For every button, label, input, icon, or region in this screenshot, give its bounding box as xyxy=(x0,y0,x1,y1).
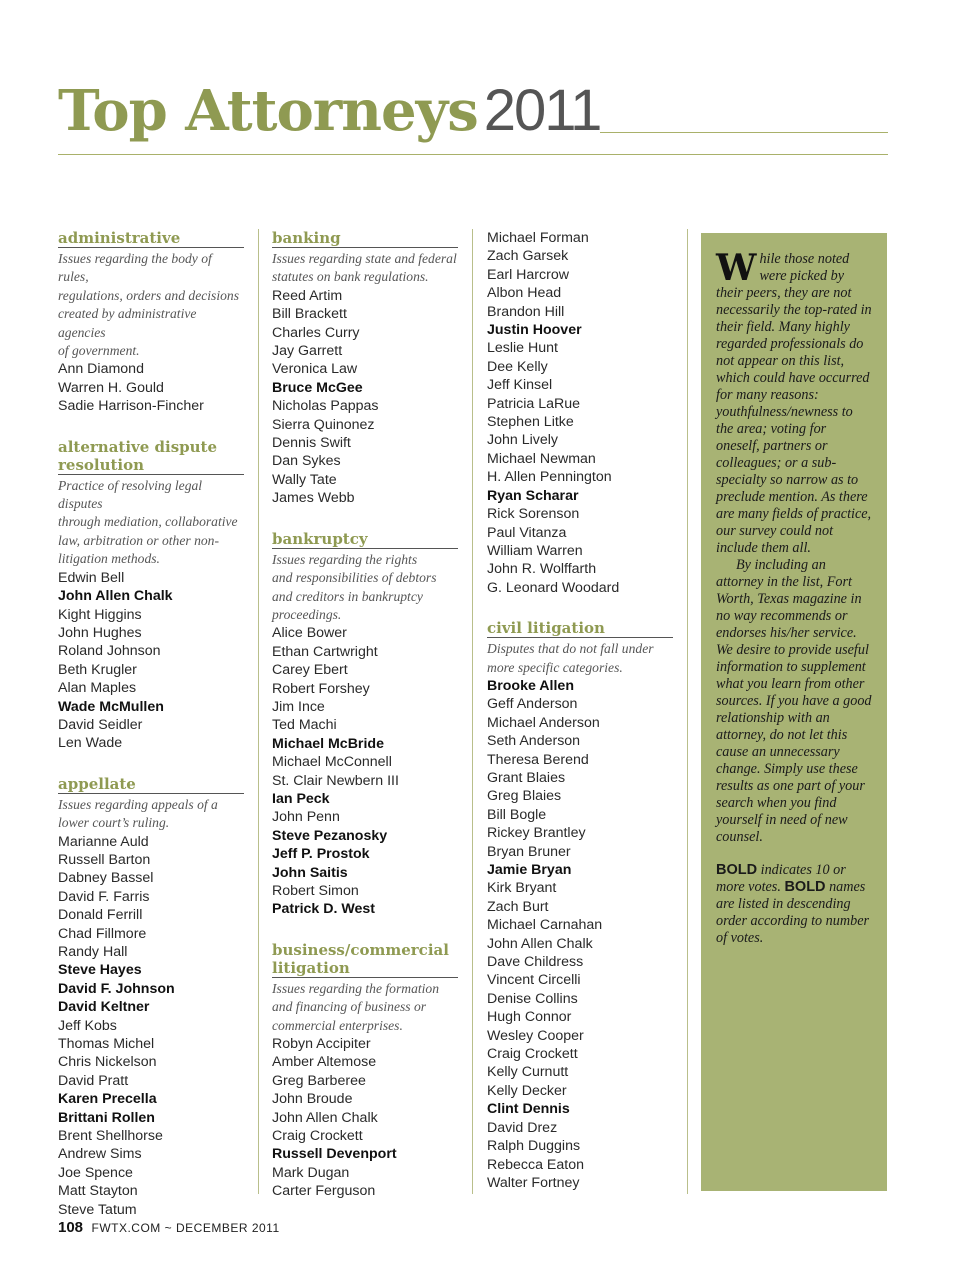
attorney-name: Ted Machi xyxy=(272,717,337,734)
description-line: proceedings. xyxy=(272,606,342,622)
attorney-list xyxy=(487,677,673,1192)
attorney-name: G. Leonard Woodard xyxy=(487,579,620,596)
attorney-name: Ethan Cartwright xyxy=(272,643,378,660)
description-line: Practice of resolving legal disputes xyxy=(58,477,203,512)
category-section xyxy=(58,438,244,753)
attorney-name: Denise Collins xyxy=(487,990,578,1007)
attorney-list xyxy=(58,569,244,753)
disclaimer-sidebar xyxy=(701,233,887,1191)
attorney-name: Rick Sorenson xyxy=(487,506,580,523)
attorney-name: Roland Johnson xyxy=(58,643,161,660)
attorney-name: Len Wade xyxy=(58,735,123,752)
attorney-name: Craig Crockett xyxy=(487,1046,578,1063)
attorney-name: Robyn Accipiter xyxy=(272,1036,371,1053)
attorney-name: William Warren xyxy=(487,542,583,559)
attorney-name: Kelly Decker xyxy=(487,1082,567,1099)
column-3 xyxy=(487,229,673,1214)
description-line: litigation methods. xyxy=(58,551,160,567)
attorney-name: Warren H. Gould xyxy=(58,379,164,396)
title-text: Top Attorneys xyxy=(58,78,478,144)
attorney-name: Paul Vitanza xyxy=(487,524,567,541)
description-line: Issues regarding the body of rules, xyxy=(58,251,212,285)
column-1 xyxy=(58,229,244,1241)
attorney-list xyxy=(272,287,458,508)
attorney-name: Brittani Rollen xyxy=(58,1109,155,1126)
attorney-name: Alice Bower xyxy=(272,625,347,642)
attorney-name: David Seidler xyxy=(58,716,143,733)
attorney-name: John Lively xyxy=(487,432,558,449)
bold-keyword: BOLD xyxy=(784,879,826,895)
attorney-name: Dee Kelly xyxy=(487,358,548,375)
page-number: 108 xyxy=(58,1219,84,1236)
description-line: and creditors in bankruptcy xyxy=(272,588,423,604)
attorney-name: Geff Anderson xyxy=(487,696,578,713)
attorney-name: Randy Hall xyxy=(58,944,128,960)
attorney-name: John Allen Chalk xyxy=(487,935,593,952)
attorney-name: Wesley Cooper xyxy=(487,1027,584,1044)
category-description xyxy=(272,980,458,1035)
attorney-name: Zach Garsek xyxy=(487,248,569,265)
description-line: Issues regarding appeals of a xyxy=(58,796,218,812)
category-description xyxy=(58,477,244,569)
attorney-name: Steve Pezanosky xyxy=(272,827,388,844)
description-line: of government. xyxy=(58,343,140,359)
description-line: Disputes that do not fall under xyxy=(487,641,654,657)
category-title: business/commercial litigation xyxy=(272,941,458,978)
attorney-name: David Pratt xyxy=(58,1072,129,1089)
attorney-name: Rebecca Eaton xyxy=(487,1156,585,1173)
column-2 xyxy=(272,229,458,1223)
attorney-name: Bill Bogle xyxy=(487,806,547,823)
attorney-name: Dan Sykes xyxy=(272,453,341,470)
attorney-name: Andrew Sims xyxy=(58,1146,142,1163)
description-line: commercial enterprises. xyxy=(272,1017,403,1033)
attorney-name: Brandon Hill xyxy=(487,303,565,320)
attorney-list xyxy=(272,624,458,919)
attorney-name: Brent Shellhorse xyxy=(58,1128,163,1145)
bold-legend-note xyxy=(716,862,873,947)
category-description xyxy=(58,250,244,360)
attorney-name: Theresa Berend xyxy=(487,751,589,768)
attorney-name: Seth Anderson xyxy=(487,733,581,750)
attorney-name: Michael Newman xyxy=(487,450,596,467)
attorney-name: Sierra Quinonez xyxy=(272,416,375,433)
title-year: 2011 xyxy=(483,78,601,143)
attorney-name: Dabney Bassel xyxy=(58,870,154,887)
description-line: and responsibilities of debtors xyxy=(272,570,437,586)
attorney-name: Patrick D. West xyxy=(272,901,376,918)
column-divider xyxy=(687,229,688,1194)
attorney-name: Carey Ebert xyxy=(272,662,348,679)
category-section xyxy=(272,530,458,919)
attorney-name: Russell Devenport xyxy=(272,1146,397,1163)
attorney-name: Ian Peck xyxy=(272,790,330,807)
attorney-list xyxy=(272,1035,458,1201)
attorney-list xyxy=(58,360,244,415)
attorney-name: Stephen Litke xyxy=(487,414,574,431)
page-header xyxy=(58,78,888,157)
attorney-name: Thomas Michel xyxy=(58,1036,155,1053)
attorney-name: Ann Diamond xyxy=(58,361,144,378)
attorney-name: Kirk Bryant xyxy=(487,880,557,897)
attorney-name: Jay Garrett xyxy=(272,343,343,360)
attorney-name: Jamie Bryan xyxy=(487,862,572,878)
attorney-name: Michael Forman xyxy=(487,230,589,246)
category-section xyxy=(272,941,458,1201)
description-line: Issues regarding the rights xyxy=(272,551,418,567)
attorney-name: Jeff P. Prostok xyxy=(272,846,370,863)
attorney-name: Matt Stayton xyxy=(58,1183,138,1200)
category-title: alternative dispute resolution xyxy=(58,438,244,475)
category-description xyxy=(272,250,458,287)
attorney-name: Dave Childress xyxy=(487,954,584,971)
attorney-name: David F. Johnson xyxy=(58,980,175,997)
description-line: created by administrative xyxy=(58,306,197,322)
attorney-name: Vincent Circelli xyxy=(487,972,581,989)
attorney-name: Beth Krugler xyxy=(58,661,137,678)
attorney-name: John Hughes xyxy=(58,624,142,641)
category-title: banking xyxy=(272,229,458,248)
attorney-name: David Keltner xyxy=(58,999,150,1016)
attorney-list xyxy=(487,229,673,597)
description-line: law, arbitration or other non- xyxy=(58,532,219,548)
attorney-name: David F. Farris xyxy=(58,888,150,905)
attorney-name: Donald Ferrill xyxy=(58,907,143,924)
attorney-name: Alan Maples xyxy=(58,680,137,697)
attorney-name: John Broude xyxy=(272,1091,353,1108)
attorney-name: Michael McBride xyxy=(272,735,384,752)
attorney-name: David Drez xyxy=(487,1119,558,1136)
description-line: through mediation, collaborative xyxy=(58,514,238,530)
attorney-name: Walter Fortney xyxy=(487,1174,580,1191)
attorney-name: Hugh Connor xyxy=(487,1009,572,1026)
attorney-name: Robert Forshey xyxy=(272,680,370,697)
attorney-name: Michael Anderson xyxy=(487,714,600,731)
attorney-name: Chad Fillmore xyxy=(58,925,147,942)
description-line: regulations, orders and decisions xyxy=(58,287,239,303)
attorney-name: Justin Hoover xyxy=(487,322,582,339)
attorney-name: Bryan Bruner xyxy=(487,843,571,860)
category-description xyxy=(487,640,673,677)
attorney-name: Carter Ferguson xyxy=(272,1183,376,1200)
attorney-name: Earl Harcrow xyxy=(487,266,569,283)
category-title: appellate xyxy=(58,775,244,794)
attorney-name: Patricia LaRue xyxy=(487,395,581,412)
title-rule xyxy=(600,132,888,133)
note-text: names are listed in descending order according to number of votes. xyxy=(716,879,870,946)
attorney-name: Chris Nickelson xyxy=(58,1054,157,1071)
description-line: agencies xyxy=(58,324,106,340)
attorney-name: Jeff Kinsel xyxy=(487,377,553,394)
description-line: Issues regarding the formation xyxy=(272,980,440,996)
attorney-name: Ralph Duggins xyxy=(487,1138,581,1155)
category-section xyxy=(58,775,244,1219)
attorney-name: Zach Burt xyxy=(487,898,549,915)
category-section xyxy=(58,229,244,416)
attorney-name: Grant Blaies xyxy=(487,769,566,786)
category-title: administrative xyxy=(58,229,244,248)
attorney-name: Wade McMullen xyxy=(58,698,164,715)
note-text: indicates 10 or more votes. xyxy=(716,862,846,895)
header-divider xyxy=(58,154,888,155)
attorney-name: Charles Curry xyxy=(272,324,360,341)
attorney-name: Michael Carnahan xyxy=(487,917,603,934)
attorney-name: James Webb xyxy=(272,490,355,507)
attorney-name: Steve Tatum xyxy=(58,1201,137,1218)
description-line: lower court’s ruling. xyxy=(58,815,170,831)
description-line: and financing of business or xyxy=(272,999,427,1015)
attorney-name: Brooke Allen xyxy=(487,677,574,694)
attorney-name: Albon Head xyxy=(487,285,562,302)
attorney-list xyxy=(58,833,244,1220)
attorney-name: Clint Dennis xyxy=(487,1101,570,1118)
attorney-name: Sadie Harrison-Fincher xyxy=(58,398,204,415)
attorney-name: Leslie Hunt xyxy=(487,340,558,357)
attorney-name: Russell Barton xyxy=(58,851,151,868)
attorney-name: Bill Brackett xyxy=(272,306,347,323)
category-section xyxy=(487,229,673,597)
category-title: bankruptcy xyxy=(272,530,458,549)
category-description xyxy=(272,551,458,625)
attorney-name: Jim Ince xyxy=(272,698,325,715)
attorney-name: Dennis Swift xyxy=(272,435,351,452)
attorney-name: Joe Spence xyxy=(58,1164,133,1181)
attorney-name: Greg Barberee xyxy=(272,1072,366,1089)
attorney-name: Marianne Auld xyxy=(58,833,149,850)
attorney-name: H. Allen Pennington xyxy=(487,469,612,486)
drop-cap: W xyxy=(716,247,757,289)
attorney-name: John Penn xyxy=(272,809,340,826)
column-divider xyxy=(258,229,259,1194)
attorney-name: John R. Wolffarth xyxy=(487,561,597,578)
bold-keyword: BOLD xyxy=(716,862,758,878)
attorney-name: Bruce McGee xyxy=(272,379,363,396)
category-description xyxy=(58,796,244,833)
category-section xyxy=(487,619,673,1192)
attorney-name: Edwin Bell xyxy=(58,569,125,586)
attorney-name: Mark Dugan xyxy=(272,1164,350,1181)
attorney-name: Wally Tate xyxy=(272,471,337,488)
description-line: Issues regarding state and federal xyxy=(272,251,457,266)
attorney-name: Kight Higgins xyxy=(58,606,142,623)
category-section xyxy=(272,229,458,508)
attorney-name: St. Clair Newbern III xyxy=(272,772,399,789)
attorney-name: Greg Blaies xyxy=(487,788,562,805)
disclaimer-paragraph xyxy=(716,247,873,557)
attorney-name: Kelly Curnutt xyxy=(487,1064,569,1081)
page-title xyxy=(58,78,601,144)
attorney-name: John Allen Chalk xyxy=(58,588,173,605)
column-divider xyxy=(472,229,473,1194)
attorney-name: Reed Artim xyxy=(272,287,343,304)
publication-line: FWTX.COM ~ DECEMBER 2011 xyxy=(91,1221,280,1235)
disclaimer-text: hile those noted were picked by their peers, they are not necessarily the top-rated in their field. Many highly regarded professionals do not appear on this list, which could have occurred for many reasons: youthfulness/newness to the area; voting for oneself, partners or colleagues; or a sub-specialty so narrow as to preclude mention. As there are many fields of practice, our survey could not include them all. xyxy=(716,251,872,556)
disclaimer-paragraph-2: By including an attorney in the list, Fort Worth, Texas magazine in no way recommends or endorses his/her service. We desire to provide useful information to supplement what you learn from other sources. If you have a good relationship with an attorney, do not let this cause an unnecessary change. Simply use these results as one part of your search when you find yourself in need of new counsel. xyxy=(716,557,872,845)
attorney-name: Nicholas Pappas xyxy=(272,398,379,415)
attorney-name: Steve Hayes xyxy=(58,962,142,979)
category-title: civil litigation xyxy=(487,619,673,638)
attorney-name: Jeff Kobs xyxy=(58,1017,117,1034)
description-line: statutes on bank regulations. xyxy=(272,269,429,285)
description-line: more specific categories. xyxy=(487,659,623,675)
attorney-name: Craig Crockett xyxy=(272,1128,363,1145)
attorney-name: Ryan Scharar xyxy=(487,487,579,504)
attorney-name: Karen Precella xyxy=(58,1091,157,1108)
attorney-name: Veronica Law xyxy=(272,361,358,378)
page-footer xyxy=(58,1219,280,1237)
attorney-name: Rickey Brantley xyxy=(487,825,586,842)
attorney-name: John Allen Chalk xyxy=(272,1109,378,1126)
attorney-name: Robert Simon xyxy=(272,883,359,899)
attorney-name: John Saitis xyxy=(272,864,348,881)
attorney-name: Amber Altemose xyxy=(272,1054,377,1071)
attorney-name: Michael McConnell xyxy=(272,754,392,771)
